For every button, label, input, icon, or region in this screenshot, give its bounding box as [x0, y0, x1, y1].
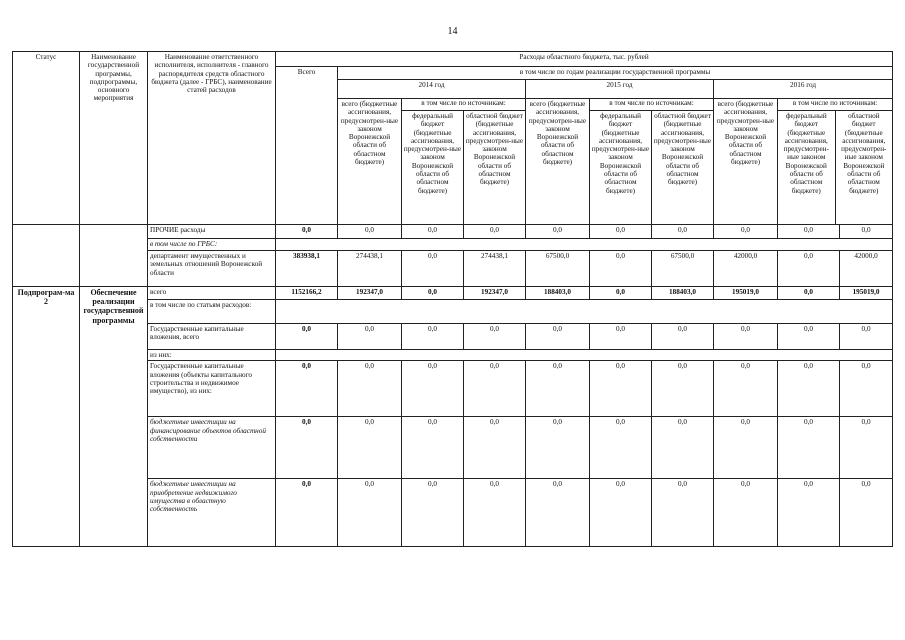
cell-2015-federal: 0,0 — [590, 361, 652, 417]
cell-2014-regional: 0,0 — [464, 324, 526, 350]
cell-2015-regional: 0,0 — [652, 324, 714, 350]
row-label: всего — [148, 287, 276, 300]
row-label: бюджетные инвестиции на приобретение недвижимого имущества в областную собственность — [148, 479, 276, 547]
cell-2016-regional: 0,0 — [840, 324, 893, 350]
cell-2015-regional: 0,0 — [652, 479, 714, 547]
cell-2016-federal: 0,0 — [778, 417, 840, 479]
cell-2016-regional: 0,0 — [840, 361, 893, 417]
header-status: Статус — [13, 52, 80, 225]
cell-2014-all: 0,0 — [338, 479, 402, 547]
row-label: Государственные капитальные вложения (объекты капитального строительства и недвижимое имущество), из них: — [148, 361, 276, 417]
cell-total: 0,0 — [276, 225, 338, 239]
header-2014-sources — [402, 99, 526, 225]
cell-2015-all: 67500,0 — [526, 251, 590, 287]
cell-2014-all: 192347,0 — [338, 287, 402, 300]
header-year-2016: 2016 год — [714, 80, 893, 99]
header-2016-all: всего (бюджетные ассигнования, предусмотрен-ные законом Воронежской области об областном бюджете) — [714, 99, 778, 225]
cell-2014-regional: 0,0 — [464, 361, 526, 417]
name-cell-empty — [80, 225, 148, 287]
cell-2016-regional: 42000,0 — [840, 251, 893, 287]
cell-2016-regional: 0,0 — [840, 479, 893, 547]
header-2015-federal: федеральный бюджет (бюджетные ассигнования, предусмотрен-ные законом Воронежской области об областном бюджете) — [590, 111, 652, 224]
header-expenses: Расходы областного бюджета, тыс. рублей — [276, 52, 893, 67]
row-subprogram-total — [13, 287, 893, 300]
cell-2015-all: 0,0 — [526, 324, 590, 350]
row-label: из них: — [148, 350, 276, 361]
header-total: Всего — [276, 67, 338, 225]
cell-2014-all: 0,0 — [338, 225, 402, 239]
cell-total: 1152166,2 — [276, 287, 338, 300]
row-empty-cells — [276, 350, 893, 361]
cell-2016-federal: 0,0 — [778, 361, 840, 417]
row-label: в том числе по статьям расходов: — [148, 300, 276, 324]
cell-2015-all: 0,0 — [526, 417, 590, 479]
row-label: бюджетные инвестиции на финансирование объектов областной собственности — [148, 417, 276, 479]
cell-2015-federal: 0,0 — [590, 251, 652, 287]
header-2016-federal: федеральный бюджет (бюджетные ассигнования, предусмотрен-ные законом Воронежской области об областном бюджете) — [778, 111, 836, 224]
cell-2015-federal: 0,0 — [590, 287, 652, 300]
cell-2016-all: 0,0 — [714, 479, 778, 547]
cell-2014-federal: 0,0 — [402, 361, 464, 417]
cell-2014-all: 0,0 — [338, 361, 402, 417]
cell-2015-federal: 0,0 — [590, 479, 652, 547]
cell-2016-regional: 0,0 — [840, 225, 893, 239]
cell-2016-federal: 0,0 — [778, 479, 840, 547]
cell-2016-all: 0,0 — [714, 361, 778, 417]
cell-2016-federal: 0,0 — [778, 287, 840, 300]
cell-2014-regional: 192347,0 — [464, 287, 526, 300]
subprogram-name: Обеспечение реализации государственной программы — [80, 287, 148, 547]
cell-2016-federal: 0,0 — [778, 251, 840, 287]
cell-2015-regional: 67500,0 — [652, 251, 714, 287]
cell-2016-all: 0,0 — [714, 225, 778, 239]
cell-2015-federal: 0,0 — [590, 324, 652, 350]
cell-2016-regional: 0,0 — [840, 417, 893, 479]
cell-2014-all: 0,0 — [338, 324, 402, 350]
header-2014-regional: областной бюджет (бюджетные ассигнования, предусмотрен-ные законом Воронежской области об областном бюджете) — [465, 112, 524, 187]
cell-total: 0,0 — [276, 479, 338, 547]
header-2016-regional: областной бюджет (бюджетные ассигнования, предусмотрен-ные законом Воронежской области об областном бюджете) — [841, 112, 887, 195]
header-row-1 — [13, 52, 893, 67]
header-year-2015: 2015 год — [526, 80, 714, 99]
cell-2014-regional: 0,0 — [464, 417, 526, 479]
cell-2015-all: 0,0 — [526, 225, 590, 239]
row-empty-cells — [276, 300, 893, 324]
cell-2016-all: 195019,0 — [714, 287, 778, 300]
cell-total: 0,0 — [276, 324, 338, 350]
header-2015-sources — [590, 99, 714, 225]
cell-2016-federal: 0,0 — [778, 324, 840, 350]
cell-2015-regional: 188403,0 — [652, 287, 714, 300]
status-subprogram: Подпрограм-ма 2 — [13, 287, 80, 547]
header-by-years: в том числе по годам реализации государственной программы — [338, 67, 893, 80]
cell-2015-federal: 0,0 — [590, 225, 652, 239]
cell-2014-federal: 0,0 — [402, 287, 464, 300]
cell-2014-federal: 0,0 — [402, 479, 464, 547]
header-2016-sources — [778, 99, 893, 225]
header-2015-regional: областной бюджет (бюджетные ассигнования, предусмотрен-ные законом Воронежской области об областном бюджете) — [653, 112, 712, 187]
cell-2016-all: 0,0 — [714, 324, 778, 350]
header-2015-all: всего (бюджетные ассигнования, предусмотрен-ные законом Воронежской области об областном бюджете) — [526, 99, 590, 225]
header-2016-by-sources: в том числе по источникам: — [778, 99, 892, 111]
row-label: в том числе по ГРБС: — [148, 239, 276, 251]
cell-total: 383938,1 — [276, 251, 338, 287]
cell-2014-federal: 0,0 — [402, 417, 464, 479]
row-label: Государственные капитальные вложения, всего — [148, 324, 276, 350]
cell-2015-all: 0,0 — [526, 361, 590, 417]
row-label: департамент имущественных и земельных отношений Воронежской области — [148, 251, 276, 287]
cell-2015-federal: 0,0 — [590, 417, 652, 479]
cell-2014-regional: 0,0 — [464, 479, 526, 547]
header-2014-federal: федеральный бюджет (бюджетные ассигнования, предусмотрен-ные законом Воронежской области об областном бюджете) — [402, 111, 464, 224]
budget-table — [12, 51, 893, 547]
cell-2015-all: 188403,0 — [526, 287, 590, 300]
cell-2014-regional: 274438,1 — [464, 251, 526, 287]
status-cell-empty — [13, 225, 80, 287]
cell-2014-federal: 0,0 — [402, 225, 464, 239]
header-name: Наименование государственной программы, подпрограммы, основного мероприятия — [80, 52, 148, 225]
header-year-2014: 2014 год — [338, 80, 526, 99]
cell-total: 0,0 — [276, 417, 338, 479]
cell-2014-all: 0,0 — [338, 417, 402, 479]
page-number: 14 — [447, 26, 458, 37]
header-2015-by-sources: в том числе по источникам: — [590, 99, 713, 111]
row-other-expenses — [13, 225, 893, 239]
header-2014-all: всего (бюджетные ассигнования, предусмотрен-ные законом Воронежской области об областном бюджете) — [338, 99, 402, 225]
cell-2015-all: 0,0 — [526, 479, 590, 547]
cell-2015-regional: 0,0 — [652, 361, 714, 417]
cell-2015-regional: 0,0 — [652, 417, 714, 479]
row-empty-cells — [276, 239, 893, 251]
cell-2014-federal: 0,0 — [402, 251, 464, 287]
cell-2014-all: 274438,1 — [338, 251, 402, 287]
cell-2016-all: 0,0 — [714, 417, 778, 479]
cell-2014-federal: 0,0 — [402, 324, 464, 350]
cell-total: 0,0 — [276, 361, 338, 417]
cell-2016-all: 42000,0 — [714, 251, 778, 287]
cell-2015-regional: 0,0 — [652, 225, 714, 239]
header-2014-by-sources: в том числе по источникам: — [402, 99, 525, 111]
row-label: ПРОЧИЕ расходы — [148, 225, 276, 239]
cell-2016-regional: 195019,0 — [840, 287, 893, 300]
cell-2016-federal: 0,0 — [778, 225, 840, 239]
cell-2014-regional: 0,0 — [464, 225, 526, 239]
header-executor: Наименование ответственного исполнителя, исполнителя - главного распорядителя средств областного бюджета (далее - ГРБС), наименование статей расходов — [148, 52, 276, 225]
